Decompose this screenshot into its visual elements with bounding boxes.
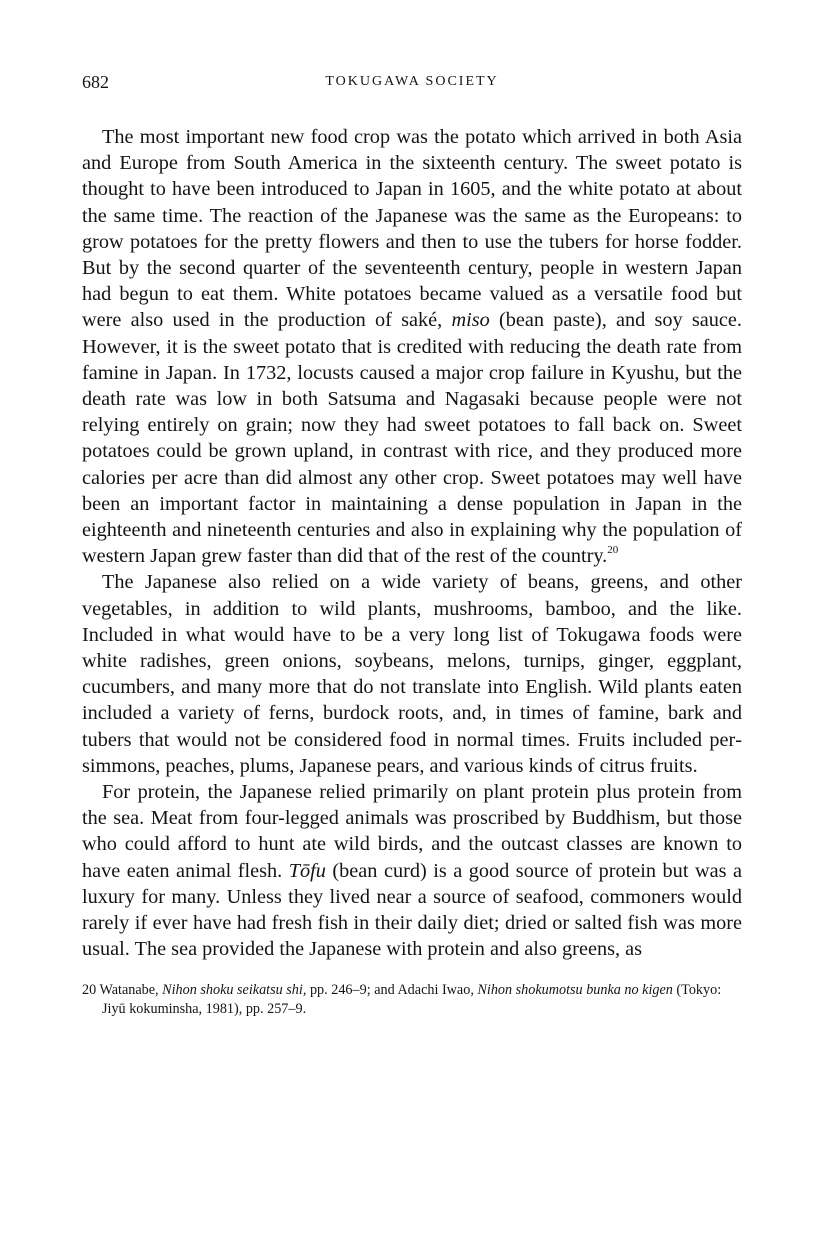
book-page — [82, 72, 742, 1033]
paragraph-potato — [82, 124, 742, 569]
footnote-text: pp. 246–9; and Adachi Iwao, — [306, 981, 478, 998]
paragraph-text: The most important new food crop was the potato which arrived in both Asia and Europe from South America in the sixteenth century. The sweet potato is thought to have been introduced to Japan in 1605, and the white potato at about the same time. The reaction of the Japanese was the same as the Europeans: to grow potatoes for the pretty flowers and then to use the tubers for horse fodder. But by the second quarter of the seventeenth century, people in western Japan had begun to eat them. White potatoes became valued as a versatile food but were also used in the production of saké, — [82, 126, 742, 332]
italic-term-tofu: Tōfu — [288, 859, 326, 882]
footnote-reference[interactable]: 20 — [607, 544, 619, 557]
footnote — [82, 981, 742, 1019]
paragraph-text: (bean curd) is a good source of protein but was a luxury for many. Unless they lived near a source of seafood, commoners would rarely if ever have had fresh fish in their daily diet; dried or salted fish was more usual. The sea provided the Japanese with protein and also greens, as — [82, 859, 742, 961]
paragraph-protein — [82, 779, 742, 962]
footnote-number: 20 — [82, 981, 97, 998]
paragraph-vegetables: The Japanese also relied on a wide variety of beans, greens, and other vegetables, in addition to wild plants, mushrooms, bamboo, and the like. Included in what would have to be a very long list of Tokugawa foods were white radishes, green onions, soybeans, melons, turnips, ginger, eggplant, cucumbers, and many more that do not translate into English. Wild plants eaten included a variety of ferns, burdock roots, and, in times of famine, bark and tubers that would not be considered food in normal times. Fruits included persimmons, peaches, plums, Japanese pears, and various kinds of citrus fruits. — [82, 571, 742, 777]
paragraph-text: For protein, the Japanese relied primarily on plant protein plus protein from the sea. Meat from four-legged animals was proscribed by Buddhism, but those who could afford to hunt ate wild birds, and the outcast classes are known to have eaten animal flesh. — [82, 781, 742, 882]
footnote-separator — [82, 963, 742, 973]
page-number: 682 — [82, 72, 109, 92]
footnote-text: Watanabe, — [96, 981, 163, 998]
body-text — [82, 124, 742, 963]
footnote-title: Nihon shoku seikatsu shi, — [162, 981, 307, 998]
footnote-text: (Tokyo: Jiyū kokuminsha, 1981), pp. 257–9. — [102, 981, 722, 1017]
page-header — [82, 72, 742, 102]
italic-term-miso: miso — [451, 309, 490, 332]
paragraph-text: (bean paste), and soy sauce. However, it is the sweet potato that is credited with reducing the death rate from famine in Japan. In 1732, locusts caused a major crop failure in Kyushu, but the death rate was low in both Satsuma and Nagasaki because people were not relying entirely on grain; now they had sweet potatoes to fall back on. Sweet potatoes could be grown upland, in contrast with rice, and they produced more calories per acre than did almost any other crop. Sweet potatoes may well have been an important factor in maintaining a dense population in Japan in the eighteenth and nineteenth centuries and also in explaining why the population of western Japan grew faster than did that of the rest of the country. — [82, 309, 742, 568]
running-head: TOKUGAWA SOCIETY — [325, 74, 499, 89]
footnote-title: Nihon shokumotsu bunka no kigen — [477, 981, 673, 998]
